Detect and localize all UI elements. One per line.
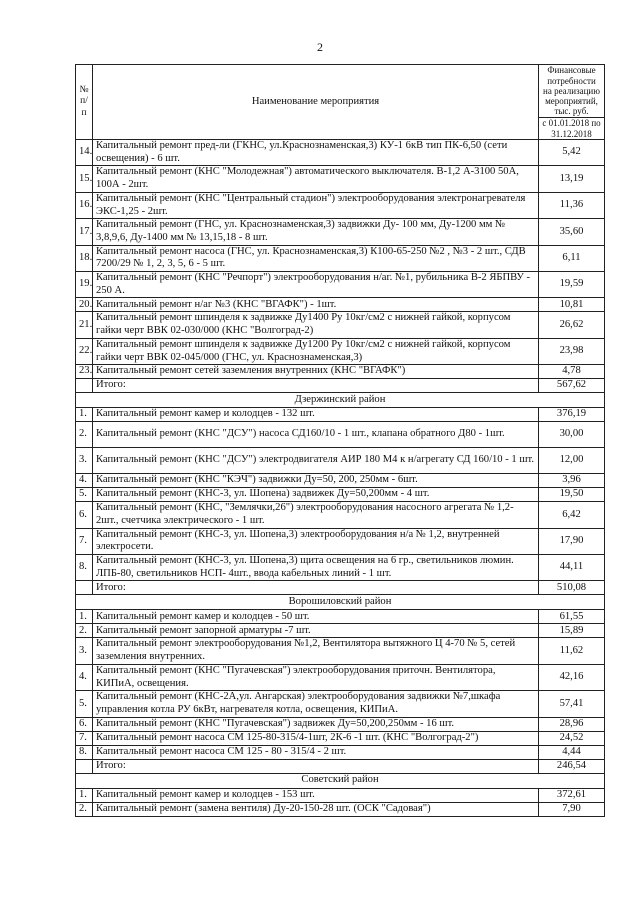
row-number: 22.	[76, 338, 93, 364]
row-value: 23,98	[539, 338, 605, 364]
total-label: Итого:	[93, 759, 539, 773]
row-number: 8.	[76, 745, 93, 759]
row-value: 17,90	[539, 528, 605, 554]
row-name: Капитальный ремонт насоса СМ 125 - 80 - 315/4 - 2 шт.	[93, 745, 539, 759]
total-value: 246,54	[539, 759, 605, 773]
table-row	[76, 448, 605, 474]
row-number: 3.	[76, 448, 93, 474]
row-number: 23.	[76, 365, 93, 379]
row-number: 1.	[76, 788, 93, 802]
row-value: 42,16	[539, 664, 605, 690]
row-name: Капитальный ремонт (КНС "ДСУ") насоса СД160/10 - 1 шт., клапана обратного Д80 - 1шт.	[93, 422, 539, 448]
row-value: 30,00	[539, 422, 605, 448]
table-row	[76, 745, 605, 759]
row-number: 7.	[76, 731, 93, 745]
total-number-cell	[76, 759, 93, 773]
row-name: Капитальный ремонт (КНС "Пугачевская") задвижек Ду=50,200,250мм - 16 шт.	[93, 717, 539, 731]
row-value: 7,90	[539, 802, 605, 816]
table-row	[76, 245, 605, 271]
table-row	[76, 502, 605, 528]
row-value: 57,41	[539, 691, 605, 717]
row-number: 5.	[76, 691, 93, 717]
section-header-row	[76, 773, 605, 788]
row-number: 6.	[76, 502, 93, 528]
row-name: Капитальный ремонт (КНС-3, ул. Шопена,3) электрооборудования н/а № 1,2, внутренней электросети.	[93, 528, 539, 554]
table-row	[76, 338, 605, 364]
row-value: 376,19	[539, 408, 605, 422]
row-name: Капитальный ремонт (КНС, "Землячки,26") электрооборудования насосного агрегата № 1,2- 2шт., счетчика электрического - 1 шт.	[93, 502, 539, 528]
row-value: 372,61	[539, 788, 605, 802]
column-header-value: Финансовые потребности на реализацию мероприятий, тыс. руб.	[539, 65, 605, 118]
row-value: 3,96	[539, 474, 605, 488]
table-row	[76, 408, 605, 422]
row-name: Капитальный ремонт электрооборудования №1,2, Вентилятора вытяжного Ц 4-70 № 5, сетей заземления внутренних.	[93, 638, 539, 664]
row-number: 20.	[76, 298, 93, 312]
total-number-cell	[76, 581, 93, 595]
total-value: 510,08	[539, 581, 605, 595]
row-value: 12,00	[539, 448, 605, 474]
total-row	[76, 581, 605, 595]
row-value: 28,96	[539, 717, 605, 731]
table-row	[76, 528, 605, 554]
table-row	[76, 610, 605, 624]
table-row	[76, 802, 605, 816]
table-body	[76, 140, 605, 817]
row-number: 6.	[76, 717, 93, 731]
row-number: 2.	[76, 802, 93, 816]
row-value: 15,89	[539, 624, 605, 638]
row-number: 18.	[76, 245, 93, 271]
table-row	[76, 664, 605, 690]
row-number: 21.	[76, 312, 93, 338]
row-number: 4.	[76, 664, 93, 690]
row-value: 5,42	[539, 140, 605, 166]
row-value: 11,62	[539, 638, 605, 664]
table-row	[76, 488, 605, 502]
row-value: 19,59	[539, 272, 605, 298]
row-number: 19.	[76, 272, 93, 298]
row-number: 16.	[76, 192, 93, 218]
section-title: Дзержинский район	[76, 393, 605, 408]
column-header-number: № п/п	[76, 65, 93, 140]
row-number: 4.	[76, 474, 93, 488]
row-value: 44,11	[539, 555, 605, 581]
row-name: Капитальный ремонт (КНС "Центральный стадион") электрооборудования электронагревателя ЭКС-1,25 - 2шт.	[93, 192, 539, 218]
total-label: Итого:	[93, 581, 539, 595]
row-name: Капитальный ремонт шпинделя к задвижке Ду1400 Ру 10кг/см2 с нижней гайкой, корпусом гайки черт ВВК 02-030/000 (КНС "Волгоград-2)	[93, 312, 539, 338]
row-name: Капитальный ремонт (КНС-3, ул. Шопена) задвижек Ду=50,200мм - 4 шт.	[93, 488, 539, 502]
row-value: 19,50	[539, 488, 605, 502]
row-value: 6,42	[539, 502, 605, 528]
row-name: Капитальный ремонт камер и колодцев - 132 шт.	[93, 408, 539, 422]
section-title: Советский район	[76, 773, 605, 788]
row-number: 1.	[76, 408, 93, 422]
page-number: 2	[317, 40, 323, 54]
table-row	[76, 365, 605, 379]
table-row	[76, 638, 605, 664]
total-number-cell	[76, 379, 93, 393]
section-header-row	[76, 595, 605, 610]
total-label: Итого:	[93, 379, 539, 393]
table-row	[76, 474, 605, 488]
row-number: 5.	[76, 488, 93, 502]
table-row	[76, 298, 605, 312]
total-row	[76, 379, 605, 393]
table-row	[76, 691, 605, 717]
row-number: 17.	[76, 219, 93, 245]
row-number: 2.	[76, 422, 93, 448]
table-row	[76, 140, 605, 166]
row-value: 10,81	[539, 298, 605, 312]
row-name: Капитальный ремонт шпинделя к задвижке Ду1200 Ру 10кг/см2 с нижней гайкой, корпусом гайки черт ВВК 02-045/000 (ГНС, ул. Краснознаменская,3)	[93, 338, 539, 364]
table-row	[76, 788, 605, 802]
row-value: 4,78	[539, 365, 605, 379]
row-number: 2.	[76, 624, 93, 638]
table-row	[76, 731, 605, 745]
row-name: Капитальный ремонт (КНС "ДСУ") электродвигателя АИР 180 М4 к н/агрегату СД 160/10 - 1 шт.	[93, 448, 539, 474]
row-name: Капитальный ремонт запорной арматуры -7 шт.	[93, 624, 539, 638]
row-name: Капитальный ремонт н/аг №3 (КНС "ВГАФК") - 1шт.	[93, 298, 539, 312]
row-name: Капитальный ремонт пред-ли (ГКНС, ул.Краснознаменская,3) КУ-1 6кВ тип ПК-6,50 (сети освещения) - 6 шт.	[93, 140, 539, 166]
row-name: Капитальный ремонт (КНС-2А,ул. Ангарская) электрооборудования задвижки №7,шкафа управления котла РУ 6кВт, нагревателя котла, освещения, КИПиА.	[93, 691, 539, 717]
row-number: 8.	[76, 555, 93, 581]
row-number: 15.	[76, 166, 93, 192]
row-value: 4,44	[539, 745, 605, 759]
row-value: 11,36	[539, 192, 605, 218]
row-value: 24,52	[539, 731, 605, 745]
row-name: Капитальный ремонт (ГНС, ул. Краснознаменская,3) задвижки Ду- 100 мм, Ду-1200 мм № 3,8,9,6, Ду-1400 мм № 13,15,18 - 8 шт.	[93, 219, 539, 245]
column-header-period: с 01.01.2018 по 31.12.2018	[539, 118, 605, 140]
row-value: 61,55	[539, 610, 605, 624]
total-row	[76, 759, 605, 773]
row-number: 1.	[76, 610, 93, 624]
row-value: 6,11	[539, 245, 605, 271]
row-name: Капитальный ремонт (КНС "Пугачевская") электрооборудования приточн. Вентилятора, КИПиА, освещения.	[93, 664, 539, 690]
row-name: Капитальный ремонт насоса (ГНС, ул. Краснознаменская,3) К100-65-250 №2 , №3 - 2 шт., СДВ 7200/29 № 1, 2, 3, 5, 6 - 5 шт.	[93, 245, 539, 271]
section-header-row	[76, 393, 605, 408]
row-name: Капитальный ремонт камер и колодцев - 153 шт.	[93, 788, 539, 802]
row-name: Капитальный ремонт (замена вентиля) Ду-20-150-28 шт. (ОСК "Садовая")	[93, 802, 539, 816]
row-name: Капитальный ремонт (КНС "Молодежная") автоматического выключателя. В-1,2 А-3100 50А, 100А - 2шт.	[93, 166, 539, 192]
row-number: 3.	[76, 638, 93, 664]
row-number: 14.	[76, 140, 93, 166]
table-row	[76, 422, 605, 448]
row-name: Капитальный ремонт (КНС "КЭЧ") задвижки Ду=50, 200, 250мм - 6шт.	[93, 474, 539, 488]
table-row	[76, 717, 605, 731]
table-row	[76, 192, 605, 218]
total-value: 567,62	[539, 379, 605, 393]
row-value: 26,62	[539, 312, 605, 338]
row-name: Капитальный ремонт сетей заземления внутренних (КНС "ВГАФК")	[93, 365, 539, 379]
row-number: 7.	[76, 528, 93, 554]
table-row	[76, 312, 605, 338]
row-value: 35,60	[539, 219, 605, 245]
row-name: Капитальный ремонт камер и колодцев - 50 шт.	[93, 610, 539, 624]
table-row	[76, 624, 605, 638]
row-name: Капитальный ремонт насоса СМ 125-80-315/4-1шт, 2К-6 -1 шт. (КНС "Волгоград-2")	[93, 731, 539, 745]
table-row	[76, 555, 605, 581]
row-name: Капитальный ремонт (КНС "Речпорт") электрооборудования н/аг. №1, рубильника В-2 ЯБПВУ - 250 А.	[93, 272, 539, 298]
section-title: Ворошиловский район	[76, 595, 605, 610]
row-value: 13,19	[539, 166, 605, 192]
column-header-name: Наименование мероприятия	[93, 65, 539, 140]
row-name: Капитальный ремонт (КНС-3, ул. Шопена,3) щита освещения на 6 гр., светильников люмин. ЛПБ-80, светильников НСП- 4шт., ввода кабельных линий - 1 шт.	[93, 555, 539, 581]
table-row	[76, 272, 605, 298]
table-row	[76, 166, 605, 192]
financing-table	[75, 64, 605, 817]
table-row	[76, 219, 605, 245]
